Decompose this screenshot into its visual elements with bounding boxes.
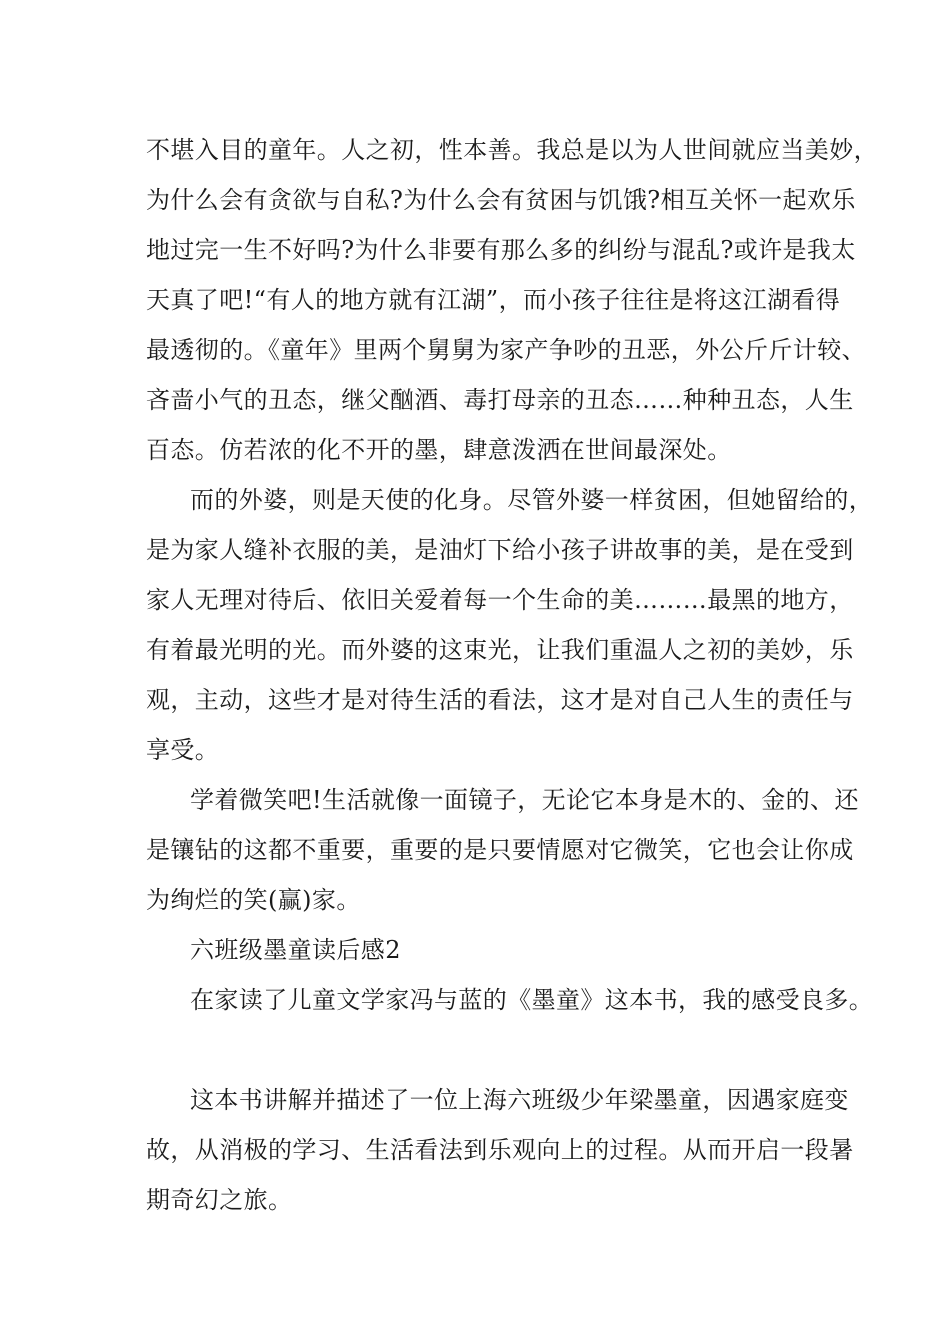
body-text-line: 故，从消极的学习、生活看法到乐观向上的过程。从而开启一段暑: [146, 1136, 854, 1164]
body-text-line: 期奇幻之旅。: [146, 1186, 293, 1214]
body-text-line: 最透彻的。《童年》里两个舅舅为家产争吵的丑恶，外公斤斤计较、: [146, 336, 866, 364]
body-text-line: 学着微笑吧!生活就像一面镜子，无论它本身是木的、金的、还: [190, 786, 859, 814]
body-text-line: 有着最光明的光。而外婆的这束光，让我们重温人之初的美妙，乐: [146, 636, 854, 664]
body-text-line: 享受。: [146, 736, 220, 764]
body-text-line: 吝啬小气的丑态，继父酗酒、毒打母亲的丑态……种种丑态，人生: [146, 386, 854, 414]
body-text-line: 为绚烂的笑(赢)家。: [146, 886, 361, 914]
body-text-line: 为什么会有贪欲与自私?为什么会有贫困与饥饿?相互关怀一起欢乐: [146, 186, 856, 214]
body-text-line: 而的外婆，则是天使的化身。尽管外婆一样贫困，但她留给的，: [190, 486, 874, 514]
body-text-line: 观，主动，这些才是对待生活的看法，这才是对自己人生的责任与: [146, 686, 854, 714]
body-text-line: 是为家人缝补衣服的美，是油灯下给小孩子讲故事的美，是在受到: [146, 536, 854, 564]
body-text-line: 天真了吧!“有人的地方就有江湖”，而小孩子往往是将这江湖看得: [146, 286, 841, 314]
body-text-line: 是镶钻的这都不重要，重要的是只要情愿对它微笑，它也会让你成: [146, 836, 854, 864]
body-text-line: 这本书讲解并描述了一位上海六班级少年梁墨童，因遇家庭变: [190, 1086, 849, 1114]
body-text-line: 家人无理对待后、依旧关爱着每一个生命的美………最黑的地方，: [146, 586, 854, 614]
body-text-line: 地过完一生不好吗?为什么非要有那么多的纠纷与混乱?或许是我太: [146, 236, 856, 264]
section-heading: 六班级墨童读后感2: [190, 936, 401, 964]
body-text-line: 在家读了儿童文学家冯与蓝的《墨童》这本书，我的感受良多。: [190, 986, 874, 1014]
body-text-line: 不堪入目的童年。人之初，性本善。我总是以为人世间就应当美妙，: [146, 136, 878, 164]
body-text-line: 百态。仿若浓的化不开的墨，肆意泼洒在世间最深处。: [146, 436, 732, 464]
